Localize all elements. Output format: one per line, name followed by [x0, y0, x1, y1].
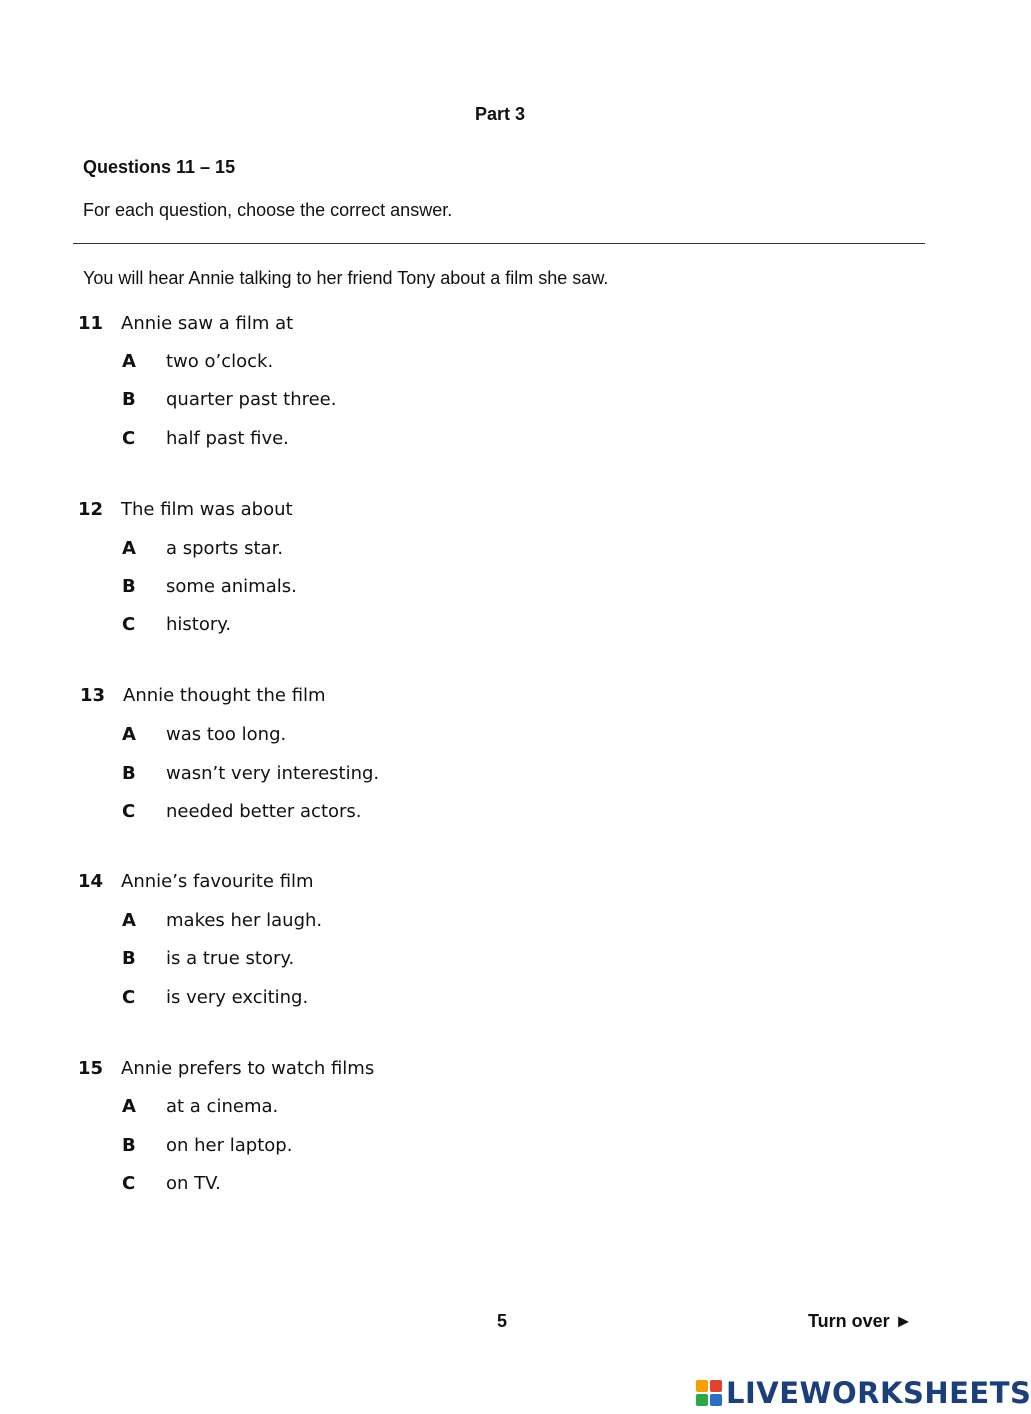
- option-letter[interactable]: A: [122, 1096, 136, 1117]
- question-number: 12: [78, 499, 104, 520]
- option-letter[interactable]: A: [122, 724, 136, 745]
- option-letter[interactable]: C: [122, 987, 136, 1008]
- option-letter[interactable]: A: [122, 538, 136, 559]
- option-text[interactable]: wasn’t very interesting.: [166, 763, 380, 784]
- liveworksheets-logo: [696, 1376, 1031, 1410]
- option-letter[interactable]: B: [122, 948, 136, 969]
- intro-text: You will hear Annie talking to her friend Tony about a film she saw.: [83, 268, 609, 288]
- question-number: 15: [78, 1058, 104, 1079]
- option-text[interactable]: half past five.: [166, 428, 289, 449]
- option-text[interactable]: is a true story.: [166, 948, 295, 969]
- option-text[interactable]: is very exciting.: [166, 987, 309, 1008]
- option-letter[interactable]: A: [122, 910, 136, 931]
- option-text[interactable]: on TV.: [166, 1173, 221, 1194]
- option-text[interactable]: two o’clock.: [166, 351, 274, 372]
- option-letter[interactable]: C: [122, 428, 136, 449]
- option-letter[interactable]: B: [122, 389, 136, 410]
- option-text[interactable]: makes her laugh.: [166, 910, 323, 931]
- option-text[interactable]: on her laptop.: [166, 1135, 293, 1156]
- question-number: 14: [78, 871, 104, 892]
- option-letter[interactable]: B: [122, 576, 136, 597]
- turn-over-label: Turn over ►: [808, 1311, 913, 1331]
- question-text: Annie prefers to watch films: [121, 1058, 375, 1079]
- liveworksheets-mark-icon: [696, 1380, 722, 1406]
- liveworksheets-wordmark: LIVEWORKSHEETS: [726, 1376, 1031, 1410]
- divider: [73, 243, 925, 244]
- question-number: 11: [78, 313, 104, 334]
- option-text[interactable]: at a cinema.: [166, 1096, 279, 1117]
- option-text[interactable]: history.: [166, 614, 232, 635]
- question-number: 13: [80, 685, 106, 706]
- question-text: The film was about: [121, 499, 293, 520]
- option-letter[interactable]: B: [122, 763, 136, 784]
- question-text: Annie thought the film: [123, 685, 326, 706]
- question-text: Annie saw a film at: [121, 313, 294, 334]
- part-title: Part 3: [474, 104, 526, 124]
- questions-range: Questions 11 – 15: [83, 157, 236, 177]
- option-letter[interactable]: C: [122, 1173, 136, 1194]
- question-text: Annie’s favourite film: [121, 871, 314, 892]
- page-number: 5: [497, 1311, 508, 1331]
- option-text[interactable]: quarter past three.: [166, 389, 337, 410]
- option-text[interactable]: was too long.: [166, 724, 287, 745]
- option-letter[interactable]: A: [122, 351, 136, 372]
- option-text[interactable]: needed better actors.: [166, 801, 362, 822]
- option-letter[interactable]: B: [122, 1135, 136, 1156]
- option-letter[interactable]: C: [122, 614, 136, 635]
- instruction: For each question, choose the correct answer.: [83, 200, 453, 220]
- option-text[interactable]: some animals.: [166, 576, 297, 597]
- option-letter[interactable]: C: [122, 801, 136, 822]
- option-text[interactable]: a sports star.: [166, 538, 284, 559]
